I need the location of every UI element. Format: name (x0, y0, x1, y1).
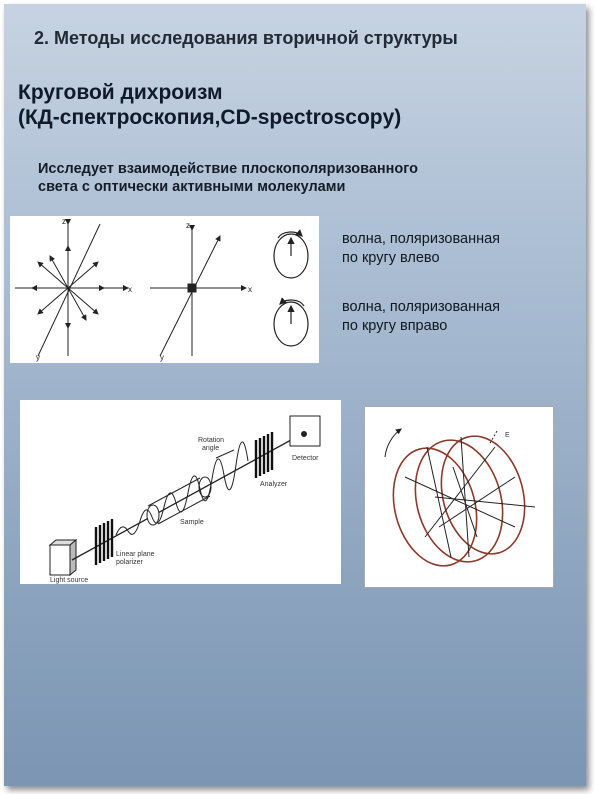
axis-x-label-2: x (248, 285, 252, 294)
light-source-label: Light source (50, 577, 89, 584)
right-circular-label (342, 298, 500, 336)
analyzer-label: Analyzer (260, 481, 288, 488)
unpolarized-light-diagram (15, 224, 128, 356)
cd-setup-svg (20, 400, 341, 584)
rotation-label-2: angle (202, 445, 220, 452)
axis-z-label-1: z (62, 217, 66, 226)
axis-z-label-2: z (186, 221, 190, 230)
left-circular-icon (274, 232, 308, 278)
polarizer-label-1: Linear plane (116, 551, 155, 558)
ellipse-svg (365, 407, 553, 587)
light-source-box (50, 540, 76, 575)
axis-x-label-1: x (128, 285, 132, 294)
intro-line-1: Исследует взаимодействие плоскополяризованного (38, 161, 418, 177)
rotation-label-1: Rotation (198, 437, 225, 444)
detector-label: Detector (292, 455, 319, 462)
right-circular-label-line-2: по кругу вправо (342, 318, 448, 334)
left-circular-label (342, 230, 500, 268)
cd-setup-diagram (20, 400, 341, 584)
polarization-diagram (10, 216, 319, 363)
right-circular-icon (274, 300, 308, 346)
heading-line-1: Круговой дихроизм (18, 81, 223, 104)
left-circular-label-line-2: по кругу влево (342, 250, 440, 266)
rotation-arrow (385, 429, 401, 457)
e-vector-label: E (505, 432, 510, 439)
polarizer-label-2: polarizer (116, 559, 143, 566)
slide-heading (18, 80, 401, 130)
plane-polarized-diagram (150, 230, 246, 356)
polarizer (96, 519, 112, 565)
detector-dot (302, 432, 307, 437)
section-title: 2. Методы исследования вторичной структуры (34, 28, 458, 48)
analyzer (256, 432, 272, 478)
right-circular-label-line-1: волна, поляризованная (342, 299, 501, 315)
left-circular-label-line-1: волна, поляризованная (342, 231, 501, 247)
intro-text (38, 160, 418, 196)
ellipse-diagram (364, 406, 554, 588)
axis-y-label-2: y (160, 353, 164, 362)
slide (4, 4, 586, 786)
heading-line-2: (КД-спектроскопия,CD-spectroscopy) (18, 106, 402, 129)
axis-y-label-1: y (36, 353, 40, 362)
detector-box (290, 416, 320, 446)
intro-line-2: света с оптически активными молекулами (38, 179, 346, 195)
sample-label: Sample (180, 519, 204, 526)
polarization-diagram-svg (10, 216, 319, 363)
